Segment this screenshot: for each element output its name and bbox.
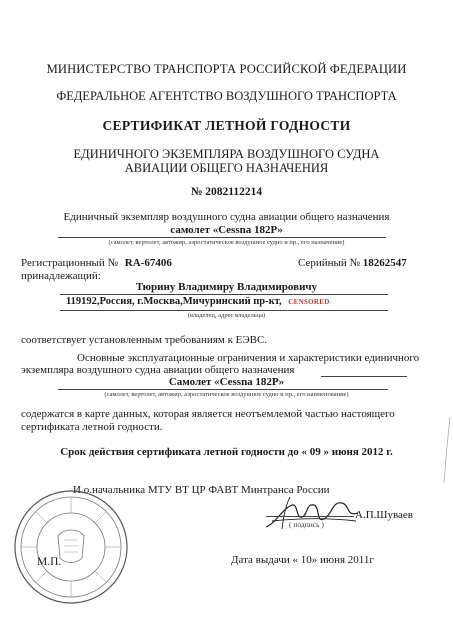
owner-address-text: 119192,Россия, г.Москва,Мичуринский пр-кт, xyxy=(66,296,282,307)
serial-label: Серийный № xyxy=(298,257,361,269)
limitations-type-line xyxy=(58,389,388,390)
aircraft-type-value: самолет «Cessna 182P» xyxy=(170,224,283,236)
owned-by-label: принадлежащий: xyxy=(21,270,101,282)
certificate-subtitle-line-2: АВИАЦИИ ОБЩЕГО НАЗНАЧЕНИЯ xyxy=(124,161,329,175)
limitations-type-caption: (самолет, вертолет, автожир, аэростатическое воздушное судно и пр., его наименование) xyxy=(104,391,349,398)
owner-name: Тюрину Владимиру Владимировичу xyxy=(135,281,318,293)
certificate-subtitle-line-1: ЕДИНИЧНОГО ЭКЗЕМПЛЯРА ВОЗДУШНОГО СУДНА xyxy=(73,147,380,161)
compliance-text: соответствует установленным требованиям к ЕЭВС. xyxy=(21,334,268,346)
limitations-tail-1: содержатся в карте данных, которая является неотъемлемой частью настоящего xyxy=(21,408,395,420)
registration-value: RA-67406 xyxy=(124,257,172,269)
censored-stamp: CENSORED xyxy=(288,298,330,306)
owner-name-line xyxy=(60,294,388,295)
registration-row xyxy=(21,257,172,269)
limitations-tail-2: сертификата летной годности. xyxy=(21,421,163,433)
aircraft-intro: Единичный экземпляр воздушного судна авиации общего назначения xyxy=(63,211,390,223)
certificate-number: № 2082112214 xyxy=(190,186,263,198)
agency-heading: ФЕДЕРАЛЬНОЕ АГЕНТСТВО ВОЗДУШНОГО ТРАНСПОРТА xyxy=(56,89,397,103)
registration-label: Регистрационный № xyxy=(21,257,119,269)
signatory-position: И.о.начальника МТУ ВТ ЦР ФАВТ Минтранса России xyxy=(73,484,330,496)
signature-line xyxy=(266,516,354,517)
owner-caption: (владелец, адрес владельца) xyxy=(187,312,266,319)
owner-address xyxy=(66,296,330,307)
serial-value: 18262547 xyxy=(362,257,407,269)
owner-address-line xyxy=(60,310,388,311)
official-seal xyxy=(12,488,130,606)
stamp-label: М.П. xyxy=(37,556,62,568)
limitations-line-2: экземпляра воздушного судна авиации общего назначения xyxy=(21,364,295,376)
limitations-line-1: Основные эксплуатационные ограничения и характеристики единичного xyxy=(77,352,420,364)
signatory-name: А.П.Шуваев xyxy=(355,509,413,521)
certificate-title: СЕРТИФИКАТ ЛЕТНОЙ ГОДНОСТИ xyxy=(102,118,351,133)
issue-date: Дата выдачи « 10» июня 2011г xyxy=(231,554,374,566)
scan-edge-mark xyxy=(442,415,452,485)
limitations-type-value: Самолет «Cessna 182P» xyxy=(168,376,285,388)
aircraft-type-caption: (самолет, вертолет, автожир, аэростатическое воздушное судно и пр., его назначение) xyxy=(108,239,345,246)
ministry-heading: МИНИСТЕРСТВО ТРАНСПОРТА РОССИЙСКОЙ ФЕДЕРАЦИИ xyxy=(46,62,407,76)
signature-caption: ( подпись ) xyxy=(289,520,324,529)
serial-row xyxy=(298,257,407,269)
validity-text: Срок действия сертификата летной годности до « 09 » июня 2012 г. xyxy=(60,446,393,458)
aircraft-type-line xyxy=(58,237,386,238)
